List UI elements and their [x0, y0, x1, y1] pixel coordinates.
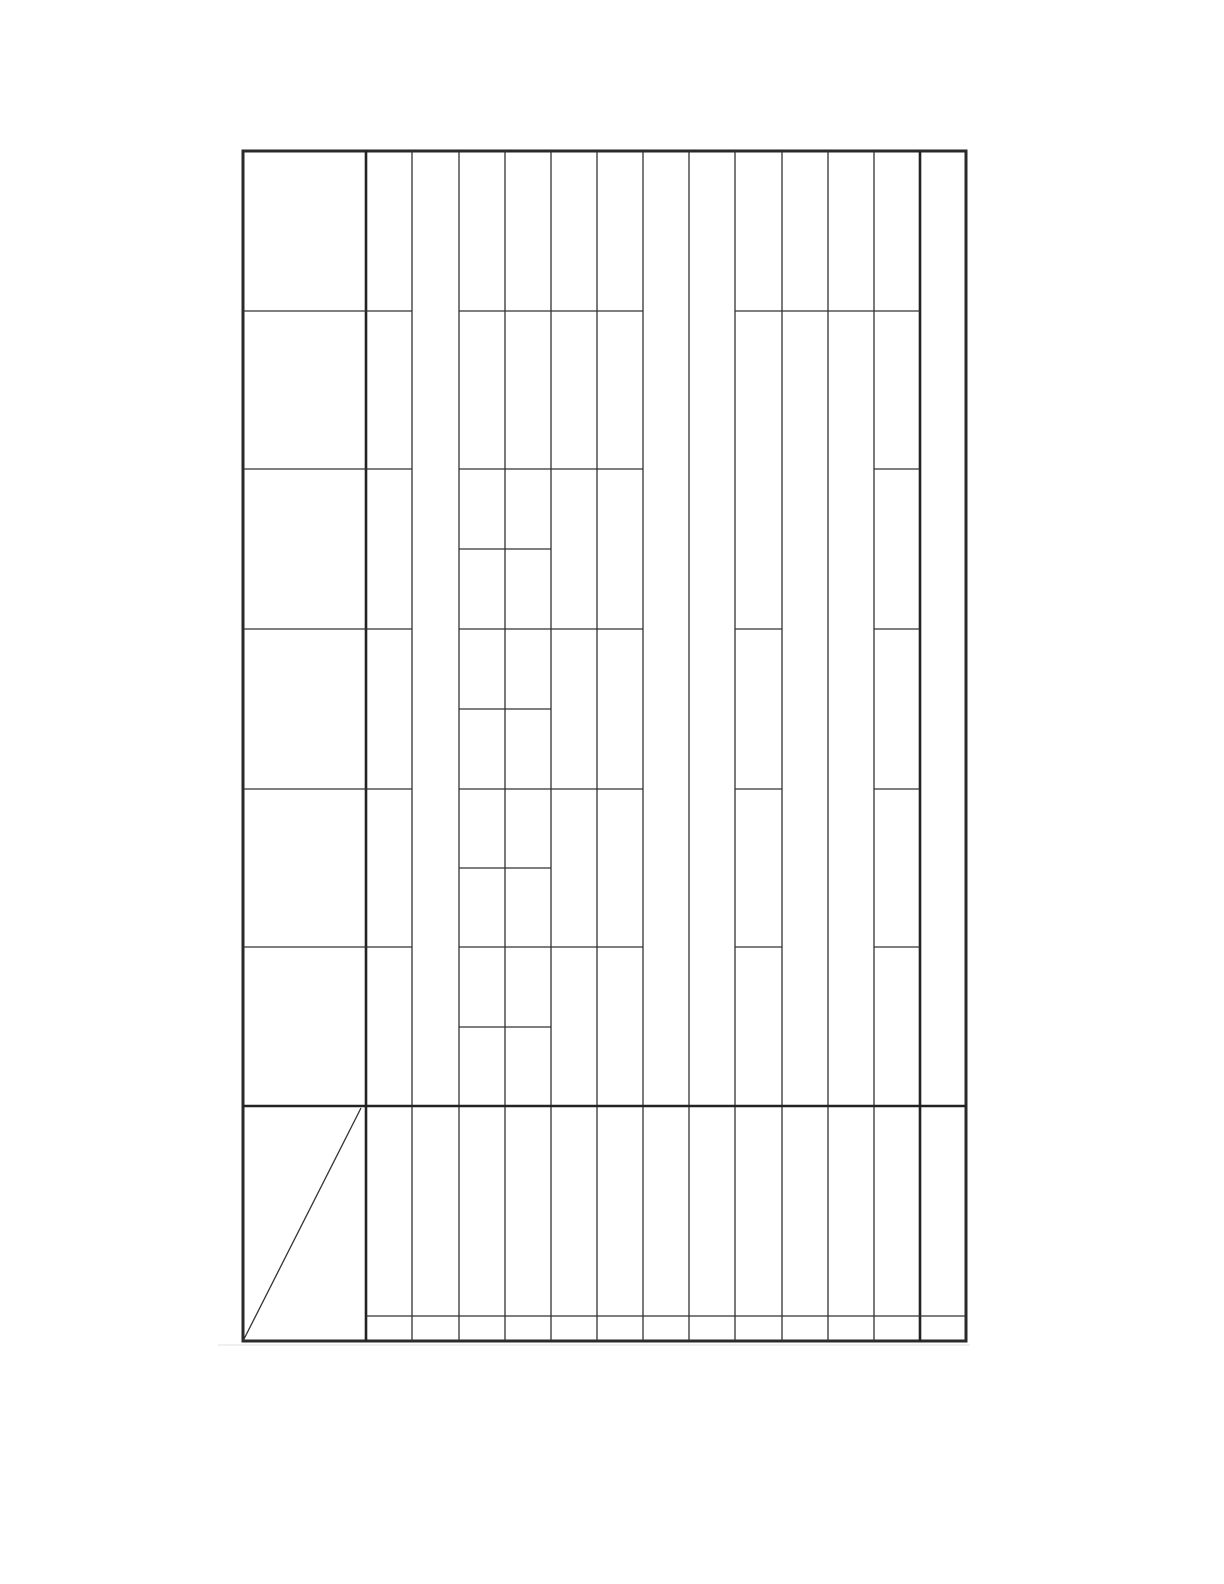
column-grid	[366, 151, 920, 1341]
header-dividers	[243, 1106, 966, 1341]
model-group-lines	[243, 311, 920, 1027]
table-frame	[243, 151, 966, 1341]
